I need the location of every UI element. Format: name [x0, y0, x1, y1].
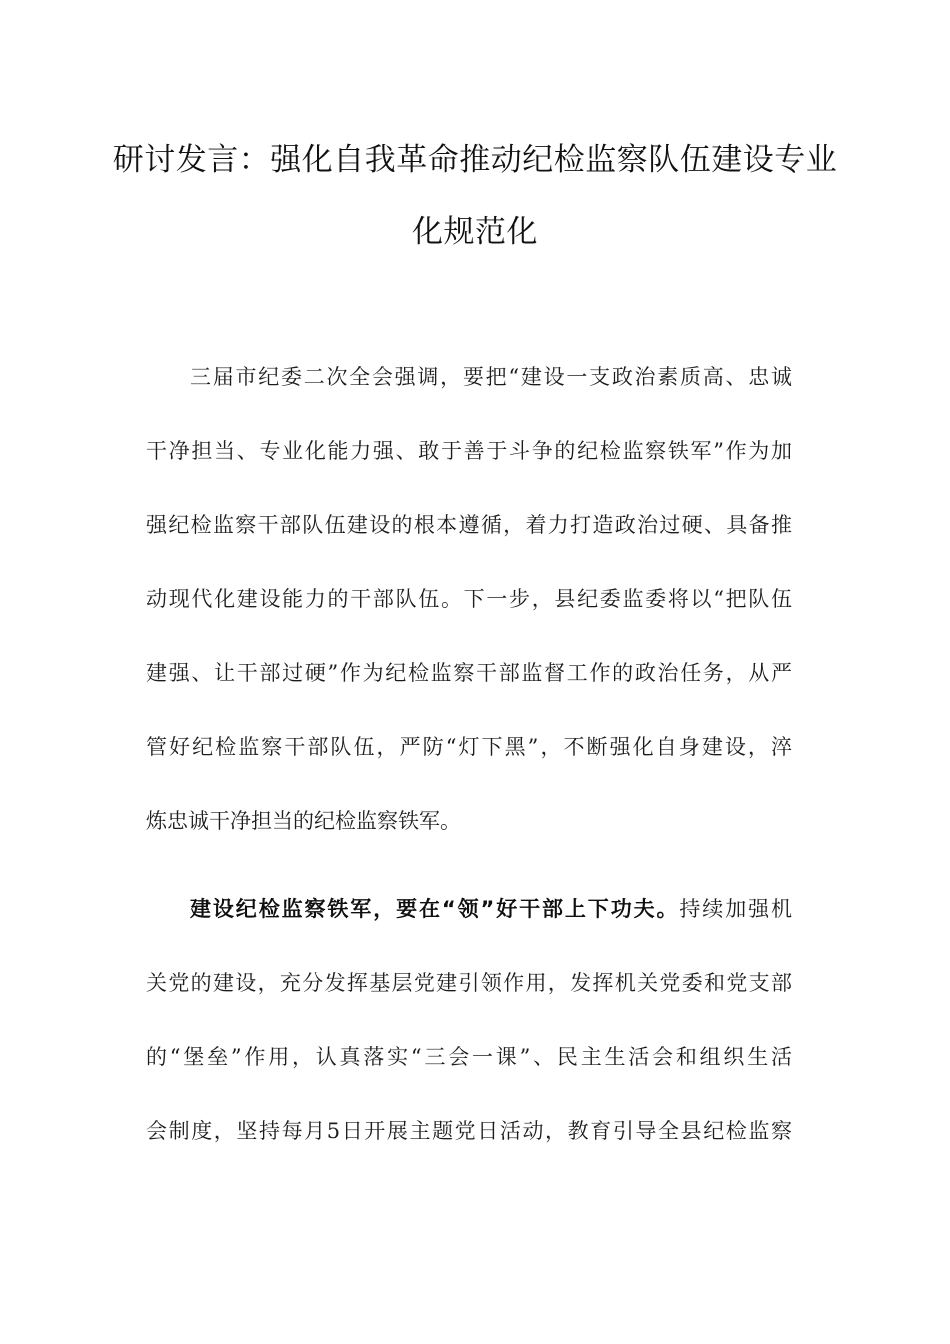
document-title-line-1: 研讨发言：强化自我革命推动纪检监察队伍建设专业 — [112, 142, 838, 178]
paragraph-line: 建强、让干部过硬”作为纪检监察干部监督工作的政治任务，从严 — [146, 661, 792, 685]
paragraph-lead-continuation: 持续加强机 — [679, 897, 793, 921]
paragraph-line: 炼忠诚干净担当的纪检监察铁军。 — [146, 809, 461, 833]
paragraph-line: 关党的建设，充分发挥基层党建引领作用，发挥机关党委和党支部 — [146, 971, 792, 995]
paragraph-line — [190, 894, 792, 924]
paragraph-line: 三届市纪委二次全会强调，要把“建设一支政治素质高、忠诚 — [190, 365, 792, 389]
paragraph-line: 干净担当、专业化能力强、敢于善于斗争的纪检监察铁军”作为加 — [146, 439, 792, 463]
paragraph-line: 管好纪检监察干部队伍，严防“灯下黑”，不断强化自身建设，淬 — [146, 735, 792, 759]
paragraph-line: 强纪检监察干部队伍建设的根本遵循，着力打造政治过硬、具备推 — [146, 513, 792, 537]
paragraph-bold-lead: 建设纪检监察铁军，要在“领”好干部上下功夫。 — [190, 897, 680, 921]
paragraph-line: 动现代化建设能力的干部队伍。下一步，县纪委监委将以“把队伍 — [146, 587, 792, 611]
paragraph-line: 的“堡垒”作用，认真落实“三会一课”、民主生活会和组织生活 — [146, 1045, 792, 1069]
document-title-line-2: 化规范化 — [412, 214, 538, 250]
paragraph-line: 会制度，坚持每月5日开展主题党日活动，教育引导全县纪检监察 — [146, 1119, 792, 1143]
